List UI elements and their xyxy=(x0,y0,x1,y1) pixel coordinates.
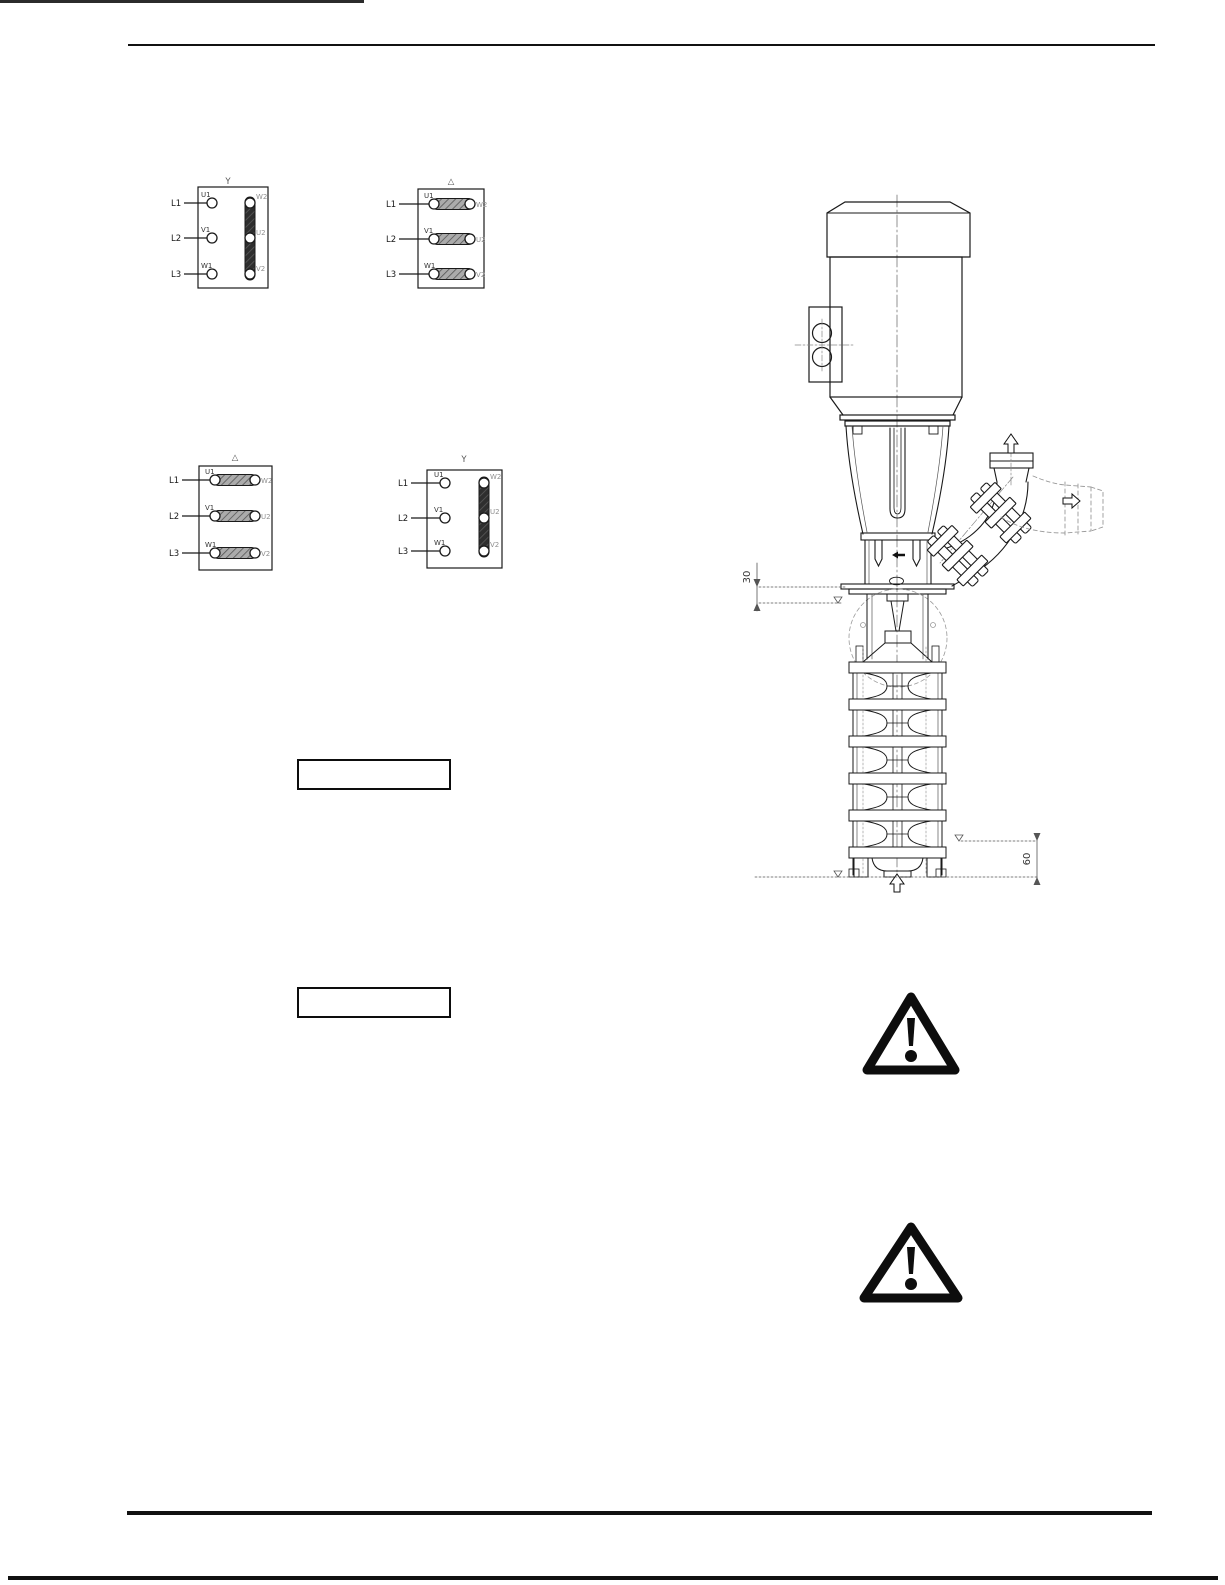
terminal-label: V1 xyxy=(424,227,434,235)
phase-label: L2 xyxy=(386,235,397,245)
terminal-label: U1 xyxy=(424,192,434,200)
terminal-label: U1 xyxy=(201,191,211,199)
terminal-label: W2 xyxy=(261,477,273,485)
phase-label: L2 xyxy=(169,512,180,522)
phase-label: L3 xyxy=(398,547,409,557)
flow-arrow-left-icon xyxy=(892,552,905,559)
terminal-label: V1 xyxy=(201,226,211,234)
stage-cell xyxy=(864,710,931,736)
diagram-type-label: Y xyxy=(461,455,467,465)
phase-label: L2 xyxy=(171,234,182,244)
discharge-flow-arrow-up-icon xyxy=(1004,434,1018,453)
bolted-flange-joint xyxy=(923,521,993,591)
terminal-label: U2 xyxy=(490,508,500,516)
phase-label: L1 xyxy=(169,476,180,486)
diagram-type-label: △ xyxy=(447,177,455,187)
motor-stool xyxy=(846,426,949,534)
wiring-diagram-delta-2 xyxy=(166,448,286,575)
terminal-label: W2 xyxy=(490,473,502,481)
phase-label: L3 xyxy=(169,549,180,559)
warning-triangle-icon xyxy=(858,988,964,1084)
phase-label: L1 xyxy=(171,199,182,209)
terminal-label: U2 xyxy=(256,229,266,237)
diagram-type-label: △ xyxy=(231,453,239,463)
terminal-label: U2 xyxy=(261,513,271,521)
phase-label: L1 xyxy=(398,479,409,489)
terminal-label: W1 xyxy=(205,541,217,549)
terminal-label: V2 xyxy=(261,550,271,558)
wiring-diagram-star-1 xyxy=(166,172,282,294)
terminal-label: U1 xyxy=(434,471,444,479)
motor-terminal-box xyxy=(795,307,854,382)
phase-label: L1 xyxy=(386,200,397,210)
stage-cell xyxy=(864,747,931,773)
terminal-label: W2 xyxy=(476,201,488,209)
label-box-2 xyxy=(297,987,451,1018)
stage-cell xyxy=(864,673,931,699)
wiring-diagram-star-2 xyxy=(393,448,508,575)
phase-label: L3 xyxy=(386,270,397,280)
bolted-flange-joint xyxy=(966,478,1036,548)
motor xyxy=(827,202,970,434)
terminal-label: V2 xyxy=(490,541,500,549)
label-box-1 xyxy=(297,759,451,790)
stage-cell xyxy=(864,821,931,847)
wiring-diagram-delta-1 xyxy=(383,172,503,294)
dimension-30 xyxy=(742,563,847,611)
stage-stack xyxy=(849,647,946,877)
terminal-label: V1 xyxy=(205,504,215,512)
footer-rule xyxy=(127,1511,1152,1515)
warning-triangle-icon xyxy=(855,1218,967,1312)
section-title-underline xyxy=(0,0,364,3)
terminal-label: W1 xyxy=(201,262,213,270)
terminal-label: V1 xyxy=(434,506,444,514)
header-rule xyxy=(128,44,1155,46)
terminal-label: U2 xyxy=(476,236,486,244)
terminal-box xyxy=(427,470,502,568)
terminal-label: W1 xyxy=(434,539,446,547)
terminal-label: V2 xyxy=(476,271,486,279)
pump-outline-drawing xyxy=(735,185,1105,895)
stage-cell xyxy=(864,784,931,810)
column-and-shaft xyxy=(856,594,939,662)
terminal-label: V2 xyxy=(256,265,266,273)
page-bottom-edge xyxy=(8,1576,1218,1580)
discharge-flow-arrow-right-icon xyxy=(1063,494,1080,508)
terminal-label: W2 xyxy=(256,193,268,201)
dimension-value: 60 xyxy=(1022,852,1033,866)
phase-label: L3 xyxy=(171,270,182,280)
dimension-value: 30 xyxy=(742,570,753,584)
terminal-label: W1 xyxy=(424,262,436,270)
pump-head xyxy=(861,533,935,585)
terminal-label: U1 xyxy=(205,468,215,476)
diagram-type-label: Y xyxy=(225,177,231,187)
phase-label: L2 xyxy=(398,514,409,524)
